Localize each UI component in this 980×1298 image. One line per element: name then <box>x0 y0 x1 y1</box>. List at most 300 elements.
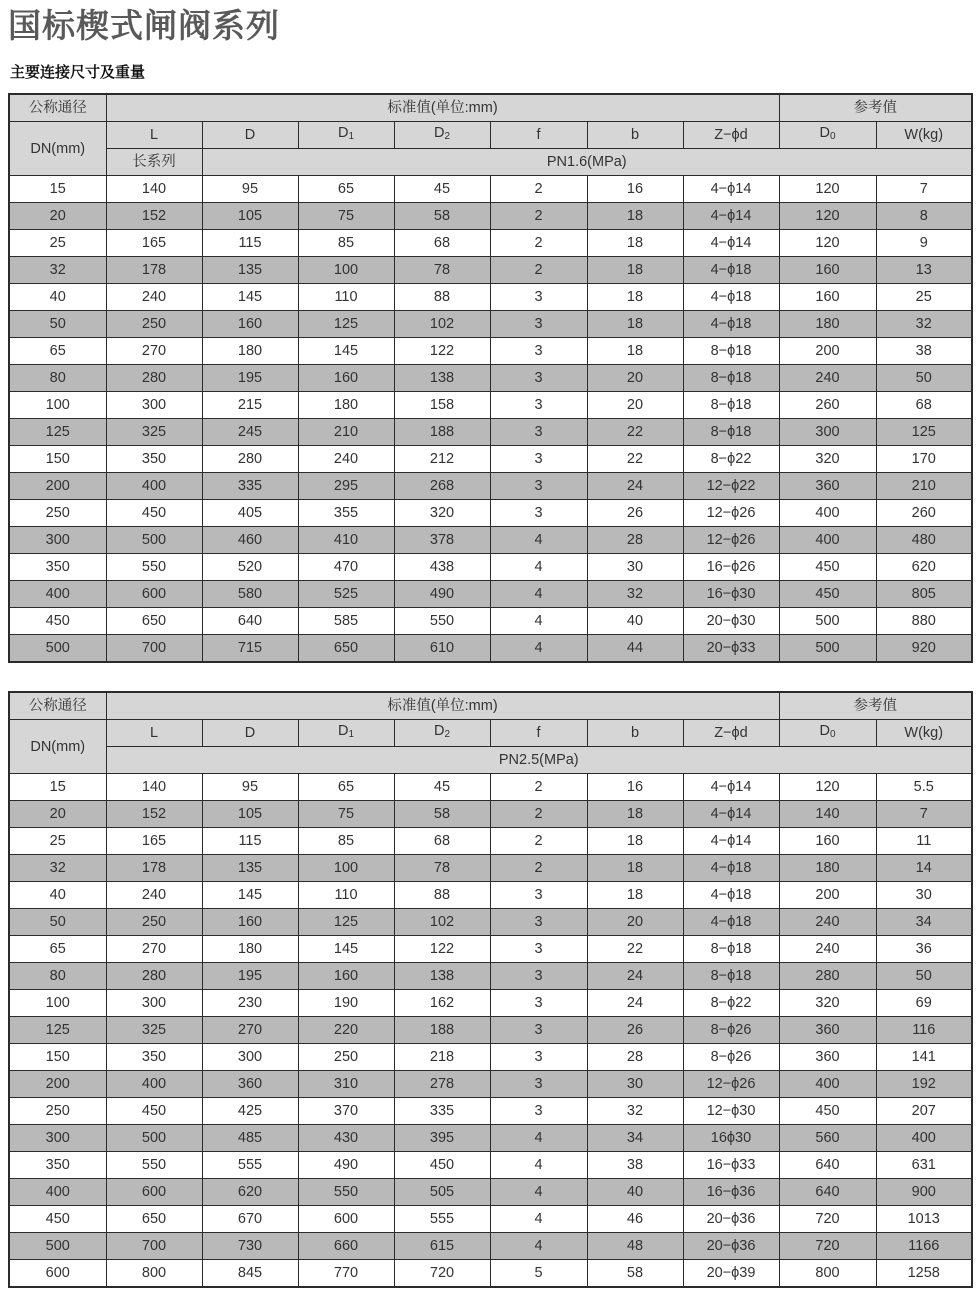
cell-dn: 500 <box>9 1233 106 1260</box>
cell-l: 600 <box>106 581 202 608</box>
cell-f: 3 <box>490 882 587 909</box>
table-row <box>9 365 972 392</box>
cell-b: 18 <box>587 284 683 311</box>
cell-dn: 400 <box>9 581 106 608</box>
cell-dn: 20 <box>9 801 106 828</box>
cell-d0: 320 <box>779 990 876 1017</box>
header-weight: W(kg) <box>876 720 972 747</box>
header-b: b <box>587 720 683 747</box>
cell-f: 4 <box>490 1152 587 1179</box>
cell-l: 300 <box>106 990 202 1017</box>
cell-z-d: 16−ϕ30 <box>683 581 779 608</box>
cell-l: 165 <box>106 230 202 257</box>
cell-d0: 720 <box>779 1206 876 1233</box>
cell-f: 3 <box>490 963 587 990</box>
cell-dn: 20 <box>9 203 106 230</box>
header-d0: $D_0$ <box>779 720 876 747</box>
cell-dn: 15 <box>9 774 106 801</box>
header-d2: $D_2$ <box>394 122 490 149</box>
cell-weight: 480 <box>876 527 972 554</box>
cell-z-d: 4−ϕ18 <box>683 311 779 338</box>
cell-d1: 295 <box>298 473 394 500</box>
header-f: f <box>490 720 587 747</box>
cell-l: 400 <box>106 1071 202 1098</box>
cell-l: 280 <box>106 963 202 990</box>
cell-d: 520 <box>202 554 298 581</box>
cell-d0: 240 <box>779 936 876 963</box>
cell-dn: 100 <box>9 990 106 1017</box>
cell-f: 4 <box>490 1125 587 1152</box>
cell-d0: 200 <box>779 338 876 365</box>
cell-d0: 160 <box>779 257 876 284</box>
table-row <box>9 855 972 882</box>
cell-d1: 600 <box>298 1206 394 1233</box>
cell-z-d: 4−ϕ18 <box>683 882 779 909</box>
cell-f: 3 <box>490 392 587 419</box>
cell-d0: 500 <box>779 608 876 635</box>
cell-weight: 36 <box>876 936 972 963</box>
cell-d1: 430 <box>298 1125 394 1152</box>
cell-b: 32 <box>587 581 683 608</box>
cell-weight: 25 <box>876 284 972 311</box>
cell-d2: 720 <box>394 1260 490 1288</box>
cell-l: 165 <box>106 828 202 855</box>
cell-weight: 8 <box>876 203 972 230</box>
cell-b: 18 <box>587 257 683 284</box>
cell-d0: 560 <box>779 1125 876 1152</box>
cell-weight: 1258 <box>876 1260 972 1288</box>
table-row <box>9 635 972 663</box>
cell-dn: 350 <box>9 554 106 581</box>
cell-z-d: 4−ϕ14 <box>683 828 779 855</box>
cell-dn: 65 <box>9 338 106 365</box>
cell-b: 38 <box>587 1152 683 1179</box>
cell-l: 270 <box>106 338 202 365</box>
table-row <box>9 527 972 554</box>
cell-weight: 38 <box>876 338 972 365</box>
cell-weight: 170 <box>876 446 972 473</box>
cell-l: 250 <box>106 909 202 936</box>
cell-d1: 355 <box>298 500 394 527</box>
cell-l: 178 <box>106 257 202 284</box>
cell-dn: 50 <box>9 909 106 936</box>
cell-z-d: 8−ϕ18 <box>683 365 779 392</box>
table-row <box>9 774 972 801</box>
cell-f: 2 <box>490 203 587 230</box>
cell-dn: 150 <box>9 1044 106 1071</box>
cell-z-d: 4−ϕ18 <box>683 909 779 936</box>
cell-d: 105 <box>202 801 298 828</box>
cell-d2: 550 <box>394 608 490 635</box>
cell-l: 152 <box>106 801 202 828</box>
cell-d0: 320 <box>779 446 876 473</box>
cell-f: 3 <box>490 990 587 1017</box>
cell-weight: 125 <box>876 419 972 446</box>
cell-d: 115 <box>202 828 298 855</box>
cell-f: 3 <box>490 365 587 392</box>
cell-f: 4 <box>490 1233 587 1260</box>
cell-d0: 160 <box>779 284 876 311</box>
cell-z-d: 12−ϕ26 <box>683 1071 779 1098</box>
cell-d1: 125 <box>298 311 394 338</box>
cell-f: 3 <box>490 1044 587 1071</box>
cell-z-d: 4−ϕ14 <box>683 774 779 801</box>
cell-d1: 310 <box>298 1071 394 1098</box>
header-f: f <box>490 122 587 149</box>
cell-d0: 180 <box>779 855 876 882</box>
table-row <box>9 1206 972 1233</box>
cell-weight: 260 <box>876 500 972 527</box>
cell-z-d: 16−ϕ36 <box>683 1179 779 1206</box>
cell-d1: 770 <box>298 1260 394 1288</box>
cell-z-d: 8−ϕ18 <box>683 963 779 990</box>
cell-d2: 268 <box>394 473 490 500</box>
cell-d1: 470 <box>298 554 394 581</box>
cell-b: 48 <box>587 1233 683 1260</box>
cell-d: 160 <box>202 909 298 936</box>
cell-b: 18 <box>587 338 683 365</box>
cell-b: 40 <box>587 1179 683 1206</box>
cell-d1: 110 <box>298 882 394 909</box>
cell-weight: 7 <box>876 801 972 828</box>
cell-f: 3 <box>490 311 587 338</box>
cell-d2: 212 <box>394 446 490 473</box>
cell-weight: 192 <box>876 1071 972 1098</box>
cell-dn: 125 <box>9 1017 106 1044</box>
cell-b: 18 <box>587 311 683 338</box>
cell-d0: 400 <box>779 527 876 554</box>
table-row <box>9 338 972 365</box>
cell-d: 135 <box>202 257 298 284</box>
cell-d0: 640 <box>779 1179 876 1206</box>
cell-d2: 68 <box>394 230 490 257</box>
cell-dn: 65 <box>9 936 106 963</box>
cell-f: 4 <box>490 581 587 608</box>
cell-l: 550 <box>106 554 202 581</box>
cell-l: 240 <box>106 882 202 909</box>
cell-d2: 58 <box>394 801 490 828</box>
cell-d0: 300 <box>779 419 876 446</box>
cell-d2: 438 <box>394 554 490 581</box>
cell-b: 18 <box>587 855 683 882</box>
cell-f: 3 <box>490 1017 587 1044</box>
header-d: D <box>202 720 298 747</box>
cell-b: 22 <box>587 419 683 446</box>
cell-d1: 100 <box>298 257 394 284</box>
cell-z-d: 16−ϕ26 <box>683 554 779 581</box>
cell-l: 450 <box>106 1098 202 1125</box>
header-nominal-size: 公称通径 <box>9 94 106 122</box>
header-z-d: Z−ϕd <box>683 720 779 747</box>
table-row <box>9 230 972 257</box>
cell-z-d: 4−ϕ14 <box>683 801 779 828</box>
cell-dn: 32 <box>9 257 106 284</box>
cell-f: 2 <box>490 774 587 801</box>
cell-l: 250 <box>106 311 202 338</box>
header-l: L <box>106 122 202 149</box>
page-title: 国标楔式闸阀系列 <box>8 6 280 45</box>
cell-dn: 40 <box>9 284 106 311</box>
table-row <box>9 1017 972 1044</box>
cell-l: 178 <box>106 855 202 882</box>
cell-z-d: 8−ϕ22 <box>683 446 779 473</box>
cell-d1: 65 <box>298 176 394 203</box>
cell-d1: 650 <box>298 635 394 663</box>
cell-d1: 180 <box>298 392 394 419</box>
cell-d0: 120 <box>779 176 876 203</box>
cell-f: 4 <box>490 635 587 663</box>
cell-f: 5 <box>490 1260 587 1288</box>
cell-dn: 100 <box>9 392 106 419</box>
cell-dn: 150 <box>9 446 106 473</box>
cell-l: 450 <box>106 500 202 527</box>
cell-b: 18 <box>587 882 683 909</box>
cell-d: 245 <box>202 419 298 446</box>
cell-l: 600 <box>106 1179 202 1206</box>
cell-weight: 900 <box>876 1179 972 1206</box>
cell-d2: 162 <box>394 990 490 1017</box>
cell-d2: 555 <box>394 1206 490 1233</box>
cell-z-d: 8−ϕ18 <box>683 338 779 365</box>
cell-weight: 14 <box>876 855 972 882</box>
table-row <box>9 1179 972 1206</box>
cell-b: 18 <box>587 801 683 828</box>
cell-dn: 200 <box>9 473 106 500</box>
cell-f: 2 <box>490 230 587 257</box>
cell-d: 640 <box>202 608 298 635</box>
cell-d2: 68 <box>394 828 490 855</box>
cell-d2: 102 <box>394 909 490 936</box>
cell-d0: 360 <box>779 1017 876 1044</box>
cell-d: 730 <box>202 1233 298 1260</box>
cell-z-d: 12−ϕ26 <box>683 500 779 527</box>
cell-l: 140 <box>106 774 202 801</box>
cell-d1: 220 <box>298 1017 394 1044</box>
cell-d0: 120 <box>779 774 876 801</box>
table-row <box>9 257 972 284</box>
cell-d2: 58 <box>394 203 490 230</box>
cell-f: 3 <box>490 473 587 500</box>
cell-l: 700 <box>106 1233 202 1260</box>
cell-l: 270 <box>106 936 202 963</box>
cell-d0: 240 <box>779 909 876 936</box>
cell-l: 500 <box>106 1125 202 1152</box>
table-row <box>9 1233 972 1260</box>
cell-dn: 450 <box>9 1206 106 1233</box>
cell-l: 152 <box>106 203 202 230</box>
cell-d2: 505 <box>394 1179 490 1206</box>
cell-d2: 45 <box>394 774 490 801</box>
cell-d: 135 <box>202 855 298 882</box>
cell-d: 555 <box>202 1152 298 1179</box>
cell-d0: 450 <box>779 554 876 581</box>
cell-d1: 65 <box>298 774 394 801</box>
cell-b: 26 <box>587 500 683 527</box>
cell-weight: 11 <box>876 828 972 855</box>
header-reference-values: 参考值 <box>779 692 972 720</box>
cell-dn: 250 <box>9 500 106 527</box>
cell-f: 4 <box>490 608 587 635</box>
cell-weight: 1166 <box>876 1233 972 1260</box>
cell-d1: 490 <box>298 1152 394 1179</box>
table-row <box>9 990 972 1017</box>
cell-dn: 600 <box>9 1260 106 1288</box>
table-row <box>9 446 972 473</box>
header-nominal-size: 公称通径 <box>9 692 106 720</box>
cell-z-d: 8−ϕ18 <box>683 392 779 419</box>
cell-d0: 280 <box>779 963 876 990</box>
cell-d2: 138 <box>394 365 490 392</box>
cell-d: 230 <box>202 990 298 1017</box>
cell-weight: 50 <box>876 365 972 392</box>
cell-l: 700 <box>106 635 202 663</box>
cell-d1: 160 <box>298 365 394 392</box>
cell-dn: 50 <box>9 311 106 338</box>
cell-d2: 610 <box>394 635 490 663</box>
cell-z-d: 20−ϕ39 <box>683 1260 779 1288</box>
cell-d1: 250 <box>298 1044 394 1071</box>
cell-l: 500 <box>106 527 202 554</box>
cell-d2: 138 <box>394 963 490 990</box>
cell-d1: 75 <box>298 203 394 230</box>
cell-z-d: 4−ϕ14 <box>683 176 779 203</box>
cell-b: 24 <box>587 963 683 990</box>
cell-d: 270 <box>202 1017 298 1044</box>
cell-d2: 88 <box>394 284 490 311</box>
cell-f: 2 <box>490 855 587 882</box>
cell-d0: 640 <box>779 1152 876 1179</box>
cell-dn: 250 <box>9 1098 106 1125</box>
cell-d1: 410 <box>298 527 394 554</box>
cell-z-d: 4−ϕ14 <box>683 230 779 257</box>
cell-d1: 85 <box>298 230 394 257</box>
cell-dn: 450 <box>9 608 106 635</box>
section-title: 主要连接尺寸及重量 <box>10 63 146 81</box>
cell-b: 26 <box>587 1017 683 1044</box>
cell-d1: 190 <box>298 990 394 1017</box>
cell-weight: 68 <box>876 392 972 419</box>
table-row <box>9 1152 972 1179</box>
cell-d1: 145 <box>298 338 394 365</box>
cell-d: 360 <box>202 1071 298 1098</box>
cell-d: 485 <box>202 1125 298 1152</box>
cell-d0: 360 <box>779 1044 876 1071</box>
cell-d2: 378 <box>394 527 490 554</box>
cell-weight: 50 <box>876 963 972 990</box>
cell-d: 405 <box>202 500 298 527</box>
table-row <box>9 801 972 828</box>
cell-weight: 880 <box>876 608 972 635</box>
cell-z-d: 8−ϕ26 <box>683 1044 779 1071</box>
cell-d0: 800 <box>779 1260 876 1288</box>
header-d: D <box>202 122 298 149</box>
table-row <box>9 963 972 990</box>
cell-weight: 400 <box>876 1125 972 1152</box>
cell-z-d: 4−ϕ14 <box>683 203 779 230</box>
header-dn: DN(mm) <box>9 720 106 774</box>
cell-d: 115 <box>202 230 298 257</box>
cell-dn: 80 <box>9 365 106 392</box>
cell-d1: 370 <box>298 1098 394 1125</box>
table-row <box>9 936 972 963</box>
cell-z-d: 16−ϕ33 <box>683 1152 779 1179</box>
cell-d0: 120 <box>779 203 876 230</box>
cell-b: 30 <box>587 1071 683 1098</box>
header-pressure: PN2.5(MPa) <box>106 747 972 774</box>
cell-l: 650 <box>106 1206 202 1233</box>
table-row <box>9 311 972 338</box>
cell-b: 20 <box>587 392 683 419</box>
cell-d2: 188 <box>394 419 490 446</box>
cell-f: 2 <box>490 828 587 855</box>
cell-d1: 145 <box>298 936 394 963</box>
table-row <box>9 176 972 203</box>
cell-f: 4 <box>490 1206 587 1233</box>
cell-weight: 207 <box>876 1098 972 1125</box>
cell-weight: 30 <box>876 882 972 909</box>
table-row <box>9 473 972 500</box>
cell-b: 16 <box>587 774 683 801</box>
cell-d: 300 <box>202 1044 298 1071</box>
cell-d1: 550 <box>298 1179 394 1206</box>
cell-d0: 200 <box>779 882 876 909</box>
header-standard-values: 标准值(单位:mm) <box>106 94 779 122</box>
cell-dn: 400 <box>9 1179 106 1206</box>
spec-table-pn16 <box>8 93 973 663</box>
cell-dn: 25 <box>9 230 106 257</box>
cell-f: 3 <box>490 446 587 473</box>
cell-dn: 40 <box>9 882 106 909</box>
cell-d1: 125 <box>298 909 394 936</box>
header-dn: DN(mm) <box>9 122 106 176</box>
cell-l: 400 <box>106 473 202 500</box>
cell-d2: 45 <box>394 176 490 203</box>
header-weight: W(kg) <box>876 122 972 149</box>
cell-d2: 490 <box>394 581 490 608</box>
cell-f: 3 <box>490 284 587 311</box>
cell-l: 280 <box>106 365 202 392</box>
cell-d1: 85 <box>298 828 394 855</box>
cell-weight: 210 <box>876 473 972 500</box>
table-row <box>9 554 972 581</box>
cell-d2: 395 <box>394 1125 490 1152</box>
cell-d2: 320 <box>394 500 490 527</box>
cell-z-d: 12−ϕ22 <box>683 473 779 500</box>
cell-f: 3 <box>490 500 587 527</box>
cell-b: 24 <box>587 990 683 1017</box>
cell-b: 18 <box>587 203 683 230</box>
table-row <box>9 1098 972 1125</box>
cell-d0: 240 <box>779 365 876 392</box>
cell-d: 160 <box>202 311 298 338</box>
cell-weight: 141 <box>876 1044 972 1071</box>
cell-b: 34 <box>587 1125 683 1152</box>
cell-f: 2 <box>490 801 587 828</box>
cell-dn: 15 <box>9 176 106 203</box>
cell-z-d: 12−ϕ30 <box>683 1098 779 1125</box>
cell-b: 20 <box>587 365 683 392</box>
cell-d0: 450 <box>779 1098 876 1125</box>
cell-d2: 218 <box>394 1044 490 1071</box>
cell-weight: 9 <box>876 230 972 257</box>
cell-d2: 122 <box>394 338 490 365</box>
cell-dn: 300 <box>9 527 106 554</box>
cell-d: 215 <box>202 392 298 419</box>
cell-d: 195 <box>202 963 298 990</box>
cell-d2: 450 <box>394 1152 490 1179</box>
table-row <box>9 203 972 230</box>
cell-d1: 75 <box>298 801 394 828</box>
